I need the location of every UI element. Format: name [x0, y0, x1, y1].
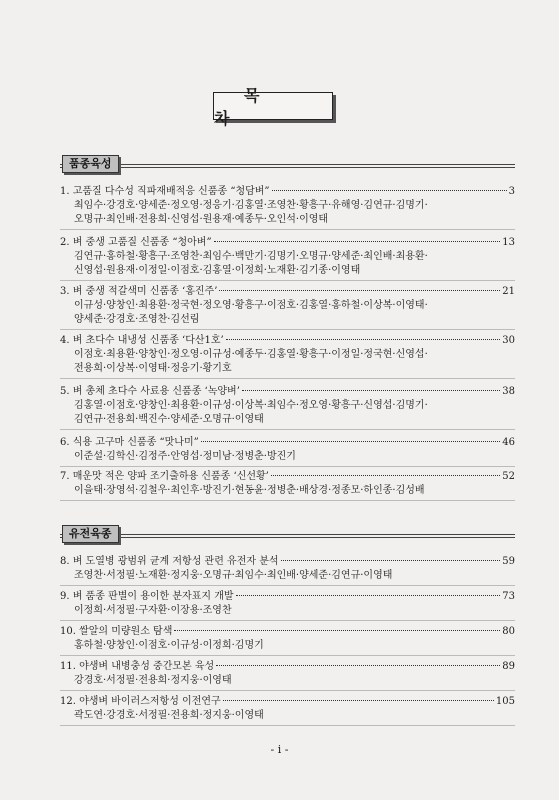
entry-page-number: 89	[502, 661, 515, 672]
author-line: 이준설·김학신·김정주·안영섭·정미남·정병춘·방진기	[74, 451, 296, 462]
entry-divider	[60, 690, 515, 691]
toc-entry[interactable]	[60, 285, 515, 327]
entry-divider	[60, 229, 515, 230]
entry-authors	[60, 674, 515, 688]
dot-leader	[174, 630, 500, 631]
entry-page-number: 38	[502, 386, 515, 397]
author-line: 이규성·양창인·최용환·정국현·정오영·황흥구·이점호·김홍열·홍하철·이상복·이영태·	[74, 300, 428, 311]
section-header	[60, 155, 515, 173]
entry-title: 2. 벼 중생 고품질 신품종 “청아벼”	[60, 237, 212, 248]
entry-page-number: 59	[502, 556, 515, 567]
toc-entry[interactable]	[60, 625, 515, 653]
entry-divider	[60, 466, 515, 467]
author-line: 김홍열·이점호·양창인·최용환·이규성·이상복·최임수·정오영·황흥구·신영섭·김명기·	[74, 400, 428, 411]
author-line: 이정희·서정필·구자환·이장용·조영찬	[74, 605, 232, 616]
entry-title: 1. 고품질 다수성 직파재배적응 신품종 “청담벼”	[60, 186, 270, 197]
entry-title: 8. 벼 도열병 광범위 균계 저항성 관련 유전자 분석	[60, 556, 279, 567]
section-heading: 유전육종	[62, 525, 119, 543]
dot-leader	[271, 475, 500, 476]
entry-page-number: 30	[502, 335, 515, 346]
dot-leader	[223, 700, 494, 701]
entry-page-number: 52	[502, 471, 515, 482]
entry-divider	[60, 500, 515, 501]
section-heading: 품종육성	[62, 155, 119, 173]
entry-title-line	[60, 555, 515, 569]
entry-title-line	[60, 590, 515, 604]
dot-leader	[214, 241, 501, 242]
entry-title-line	[60, 660, 515, 674]
entry-title-line	[60, 695, 515, 709]
entry-page-number: 105	[495, 696, 515, 707]
section-rule	[60, 534, 515, 538]
entry-divider	[60, 378, 515, 379]
entry-page-number: 73	[502, 591, 515, 602]
author-line: 이점호·최용환·양창인·정오영·이규성·예종두·김홍열·황흥구·이정일·정국현·신영섭·	[74, 349, 428, 360]
entry-authors	[60, 569, 515, 583]
toc-entry[interactable]	[60, 660, 515, 688]
entry-title-line	[60, 236, 515, 250]
entry-authors	[60, 199, 515, 227]
entry-authors	[60, 399, 515, 427]
author-line: 이을태·장영석·김철우·최인후·방진기·현동윤·정병춘·배상경·정종모·하인종·김성배	[74, 485, 425, 496]
dot-leader	[272, 190, 507, 191]
dot-leader	[242, 390, 500, 391]
section-header	[60, 525, 515, 543]
toc-entry[interactable]	[60, 590, 515, 618]
author-line: 신영섭·원용재·이정일·이점호·김홍열·이정희·노재환·김기종·이영태	[74, 265, 361, 276]
toc-entry[interactable]	[60, 555, 515, 583]
entry-authors	[60, 709, 515, 723]
entry-title-line	[60, 470, 515, 484]
toc-entry[interactable]	[60, 695, 515, 723]
entry-divider	[60, 585, 515, 586]
author-line: 곽도연·강경호·서정필·전용희·정지웅·이영태	[74, 710, 264, 721]
dot-leader	[236, 595, 501, 596]
entry-title: 7. 매운맛 적은 양파 조기출하용 신품종 ‘신선황’	[60, 471, 269, 482]
entry-authors	[60, 450, 515, 464]
toc-entry[interactable]	[60, 185, 515, 227]
entry-authors	[60, 604, 515, 618]
entry-divider	[60, 329, 515, 330]
entry-title-line	[60, 385, 515, 399]
entry-divider	[60, 655, 515, 656]
dot-leader	[201, 441, 501, 442]
entry-page-number: 80	[502, 626, 515, 637]
page-footer: - i -	[270, 743, 289, 756]
entry-title-line	[60, 334, 515, 348]
entry-title: 11. 야생벼 내병충성 중간모본 육성	[60, 661, 215, 672]
entry-title: 6. 식용 고구마 신품종 “맛나미”	[60, 437, 199, 448]
entry-title-line	[60, 625, 515, 639]
author-line: 양세준·강경호·조영찬·김선림	[74, 314, 200, 325]
author-line: 김연규·홍하철·황흥구·조영찬·최임수·백만기·김명기·오명규·양세준·최인배·최용환·	[74, 251, 428, 262]
entry-authors	[60, 484, 515, 498]
entry-title: 10. 쌀알의 미량원소 탐색	[60, 626, 173, 637]
author-line: 홍하철·양창인·이점호·이규성·이정희·김명기	[74, 640, 264, 651]
toc-entry[interactable]	[60, 470, 515, 498]
toc-entry[interactable]	[60, 385, 515, 427]
entry-authors	[60, 348, 515, 376]
author-line: 최임수·강경호·양세준·정오영·정응기·김홍열·조영찬·황흥구·유해영·김연규·김명기·	[74, 200, 428, 211]
toc-entry[interactable]	[60, 236, 515, 278]
dot-leader	[219, 290, 500, 291]
toc-entry[interactable]	[60, 334, 515, 376]
entry-divider	[60, 620, 515, 621]
dot-leader	[216, 665, 500, 666]
entry-authors	[60, 250, 515, 278]
author-line: 김연규·전용희·백진수·양세준·오명규·이영태	[74, 414, 264, 425]
entry-page-number: 46	[502, 437, 515, 448]
dot-leader	[281, 560, 501, 561]
section-rule	[60, 164, 515, 168]
entry-page-number: 21	[502, 286, 515, 297]
author-line: 강경호·서정필·전용희·정지웅·이영태	[74, 675, 232, 686]
entry-title: 3. 벼 중생 적갈색미 신품종 ‘홍진주’	[60, 286, 218, 297]
entry-title: 4. 벼 초다수 내냉성 신품종 ‘다산1호’	[60, 335, 224, 346]
entry-title: 12. 야생벼 바이러스저항성 이전연구	[60, 696, 221, 707]
entry-title: 9. 벼 품종 판별이 용이한 분자표지 개발	[60, 591, 234, 602]
entry-divider	[60, 725, 515, 726]
entry-title: 5. 벼 총체 초다수 사료용 신품종 ‘녹양벼’	[60, 386, 240, 397]
dot-leader	[226, 339, 501, 340]
entry-authors	[60, 639, 515, 653]
author-line: 오명규·최인배·전용희·신영섭·원용재·예종두·오인석·이영태	[74, 214, 329, 225]
entry-divider	[60, 280, 515, 281]
author-line: 전용희·이상복·이영태·정응기·황기호	[74, 363, 232, 374]
entry-authors	[60, 299, 515, 327]
entry-page-number: 13	[502, 237, 515, 248]
entry-title-line	[60, 185, 515, 199]
entry-page-number: 3	[508, 186, 515, 197]
entry-title-line	[60, 436, 515, 450]
author-line: 조영찬·서정필·노재환·정지웅·오명규·최임수·최인배·양세준·김연규·이영태	[74, 570, 393, 581]
toc-title: 목 차	[213, 92, 333, 120]
toc-entry[interactable]	[60, 436, 515, 464]
entry-title-line	[60, 285, 515, 299]
entry-divider	[60, 429, 515, 430]
